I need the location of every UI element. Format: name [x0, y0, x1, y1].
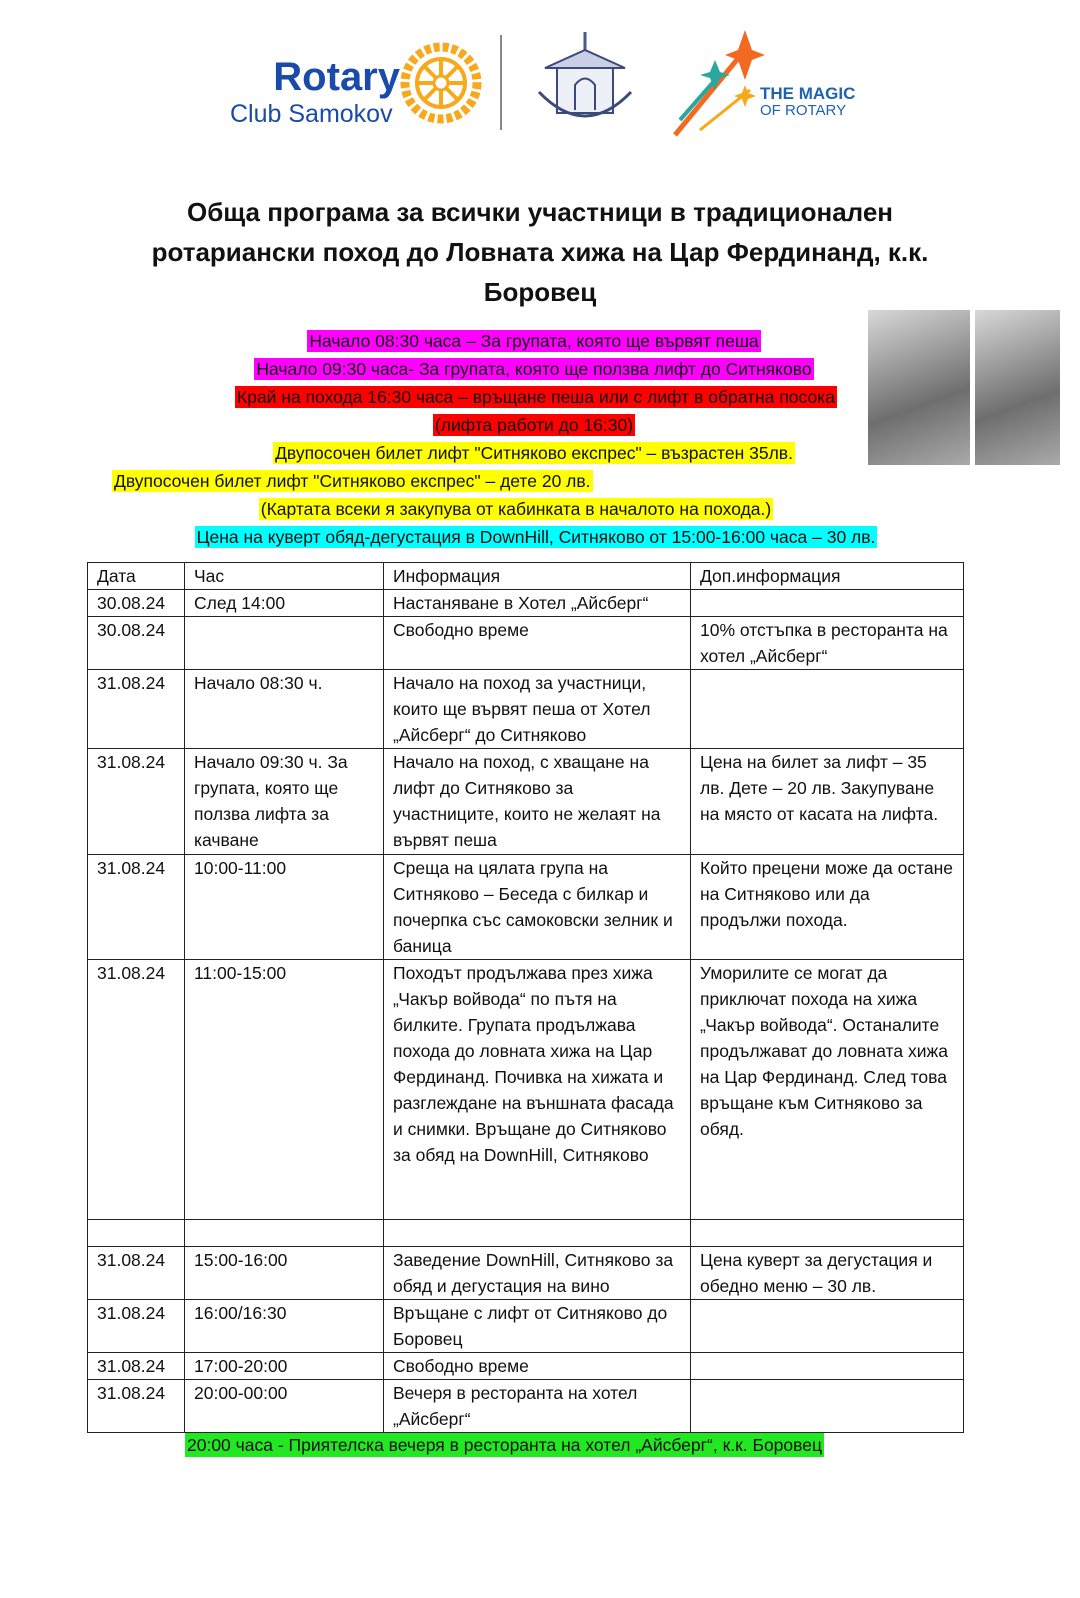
cell-date: 30.08.24 [88, 617, 185, 670]
notice-lift-hours: (лифта работи до 16:30) [434, 415, 634, 435]
cell-date: 31.08.24 [88, 855, 185, 960]
cell-extra-info: Цена на билет за лифт – 35 лв. Дете – 20 лв. Закупуване на място от касата на лифта. [691, 749, 964, 855]
cell-time: 16:00/16:30 [185, 1300, 384, 1353]
cell-time: След 14:00 [185, 590, 384, 617]
cell-info: Свободно време [384, 1353, 691, 1380]
table-row [88, 1220, 964, 1247]
cell-extra-info [691, 1220, 964, 1247]
cell-time: Начало 09:30 ч. За групата, която ще ползва лифта за качване [185, 749, 384, 855]
notice-ticket-purchase: (Картата всеки я закупува от кабинката в началото на похода.) [260, 499, 772, 519]
cell-extra-info [691, 1300, 964, 1353]
title-line: ротариански поход до Ловната хижа на Цар Фердинанд, к.к. [151, 237, 929, 267]
cell-info: Настаняване в Хотел „Айсберг“ [384, 590, 691, 617]
title-line: Боровец [483, 277, 597, 307]
cell-info: Връщане с лифт от Ситняково до Боровец [384, 1300, 691, 1353]
cell-time: 11:00-15:00 [185, 960, 384, 1220]
cell-date: 31.08.24 [88, 1353, 185, 1380]
table-row [88, 617, 964, 670]
cell-info: Свободно време [384, 617, 691, 670]
cell-info: Походът продължава през хижа „Чакър войвода“ по пътя на билките. Групата продължава похода до ловната хижа на Цар Фердинанд. Почивка на хижата и разглеждане на външната фасада и снимки. Връщане до Ситняково за обяд на DownHill, Ситняково [384, 960, 691, 1220]
cell-date: 31.08.24 [88, 670, 185, 749]
table-row [88, 590, 964, 617]
club-name: Club Samokov [230, 100, 393, 128]
cell-time [185, 617, 384, 670]
notice-start-walk: Начало 08:30 часа – За групата, която ще вървят пеша [309, 331, 759, 351]
cell-info: Начало на поход, с хващане на лифт до Ситняково за участниците, които не желаят на вървят пеша [384, 749, 691, 855]
table-row [88, 749, 964, 855]
cell-info: Вечеря в ресторанта на хотел „Айсберг“ [384, 1380, 691, 1433]
table-row [88, 855, 964, 960]
table-row [88, 1353, 964, 1380]
cell-time: 10:00-11:00 [185, 855, 384, 960]
header-info: Информация [384, 563, 691, 590]
cell-extra-info: Който прецени може да остане на Ситняково или да продължи похода. [691, 855, 964, 960]
notice-adult-ticket: Двупосочен билет лифт "Ситняково експрес" – възрастен 35лв. [275, 443, 793, 463]
magic-line-2: OF ROTARY [760, 102, 847, 119]
cell-time [185, 1220, 384, 1247]
magic-of-rotary-stars-icon [670, 30, 765, 140]
cell-extra-info: Уморилите се могат да приключат похода на хижа „Чакър войвода“. Останалите продължават до ловната хижа на Цар Фердинанд. След това връщане към Ситняково за обяд. [691, 960, 964, 1220]
cell-extra-info: Цена куверт за дегустация и обедно меню – 30 лв. [691, 1247, 964, 1300]
rotary-wheel-icon [400, 42, 482, 124]
cell-time: Начало 08:30 ч. [185, 670, 384, 749]
footer-dinner-note: 20:00 часа - Приятелска вечеря в ресторанта на хотел „Айсберг“, к.к. Боровец [187, 1435, 823, 1455]
rotary-club-samokov-logo [230, 55, 400, 129]
table-row [88, 1300, 964, 1353]
cell-date: 31.08.24 [88, 749, 185, 855]
cell-time: 20:00-00:00 [185, 1380, 384, 1433]
magic-line-1: THE MAGIC [760, 84, 856, 103]
cell-date: 31.08.24 [88, 960, 185, 1220]
header-date: Дата [88, 563, 185, 590]
cell-info: Заведение DownHill, Ситняково за обяд и дегустация на вино [384, 1247, 691, 1300]
cell-extra-info [691, 670, 964, 749]
title-line: Обща програма за всички участници в традиционален [187, 197, 893, 227]
cell-extra-info: 10% отстъпка в ресторанта на хотел „Айсберг“ [691, 617, 964, 670]
cell-info: Среща на цялата група на Ситняково – Беседа с билкар и почерпка със самоковски зелник и баница [384, 855, 691, 960]
notice-child-ticket: Двупосочен билет лифт "Ситняково експрес" – дете 20 лв. [114, 471, 591, 491]
header-extra-info: Доп.информация [691, 563, 964, 590]
header-time: Час [185, 563, 384, 590]
cell-info: Начало на поход за участници, които ще вървят пеша от Хотел „Айсберг“ до Ситняково [384, 670, 691, 749]
logo-divider [500, 35, 502, 130]
table-row [88, 670, 964, 749]
table-row [88, 960, 964, 1220]
table-header-row [88, 563, 964, 590]
cell-date: 30.08.24 [88, 590, 185, 617]
cell-time: 15:00-16:00 [185, 1247, 384, 1300]
notice-end: Край на похода 16:30 часа – връщане пеша или с лифт в обратна посока [237, 387, 835, 407]
samokov-fountain-emblem-icon [535, 30, 635, 130]
notice-start-lift: Начало 09:30 часа- За групата, която ще ползва лифт до Ситняково [256, 359, 812, 379]
notice-lunch-price: Цена на куверт обяд-дегустация в DownHill, Ситняково от 15:00-16:00 часа – 30 лв. [196, 527, 876, 547]
rotary-wordmark: Rotary [273, 55, 400, 99]
cell-extra-info [691, 590, 964, 617]
cell-date: 31.08.24 [88, 1380, 185, 1433]
table-row [88, 1247, 964, 1300]
schedule-table [87, 562, 964, 1433]
magic-of-rotary-logo [760, 85, 855, 119]
cell-time: 17:00-20:00 [185, 1353, 384, 1380]
cell-date: 31.08.24 [88, 1300, 185, 1353]
cell-date [88, 1220, 185, 1247]
cell-extra-info [691, 1380, 964, 1433]
table-row [88, 1380, 964, 1433]
page-title [100, 192, 980, 312]
cell-extra-info [691, 1353, 964, 1380]
cell-info [384, 1220, 691, 1247]
cell-date: 31.08.24 [88, 1247, 185, 1300]
